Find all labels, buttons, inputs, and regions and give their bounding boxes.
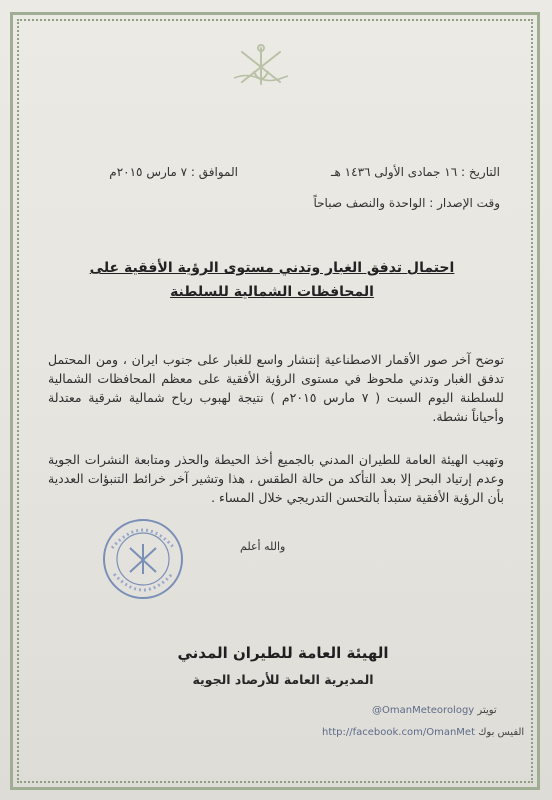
emblem-caption xyxy=(226,72,296,85)
facebook-line xyxy=(322,727,524,738)
oman-emblem-icon xyxy=(226,38,296,100)
twitter-handle[interactable]: @OmanMeteorology xyxy=(372,705,475,716)
facebook-url[interactable]: http://facebook.com/OmanMet xyxy=(322,727,475,738)
page-title: احتمال تدفق الغبار وتدني مستوى الرؤية الأفقية على المحافظات الشمالية للسلطنة xyxy=(89,260,455,300)
paragraph-2: وتهيب الهيئة العامة للطيران المدني بالجميع أخذ الحيطة والحذر ومتابعة النشرات الجوية وعدم إرتياد البحر إلا بعد التأكد من حالة الطقس ، هذا وتشير آخر خرائط التنبؤات العددية بأن الرؤية الأفقية ستبدأ بالتحسن التدريجي خلال المساء . xyxy=(48,452,504,505)
issue-time: وقت الإصدار : الواحدة والنصف صباحاً xyxy=(313,196,500,210)
directorate-name: المديرية العامة للأرصاد الجوية xyxy=(192,672,374,687)
date-hijri: التاريخ : ١٦ جمادى الأولى ١٤٣٦ هـ xyxy=(331,165,500,179)
official-stamp xyxy=(102,518,184,600)
twitter-label: تويتر xyxy=(477,705,497,716)
twitter-line xyxy=(372,705,497,716)
emblem-caption-icon xyxy=(226,72,296,82)
date-gregorian: الموافق : ٧ مارس ٢٠١٥م xyxy=(109,165,238,179)
closing-text: والله أعلم xyxy=(240,540,286,553)
paragraph-1: توضح آخر صور الأقمار الاصطناعية إنتشار واسع للغبار على جنوب ايران ، ومن المحتمل تدفق الغبار وتدني ملحوظ في مستوى الرؤية الأفقية على معظم المحافظات الشمالية للسلطنة اليوم السبت ( ٧ مارس ٢٠١٥م ) نتيجة لهبوب رياح شمالية شرقية معتدلة وأحياناً نشطة. xyxy=(48,352,504,424)
authority-name: الهيئة العامة للطيران المدني xyxy=(177,644,389,662)
facebook-label: الفيس بوك xyxy=(478,727,525,738)
